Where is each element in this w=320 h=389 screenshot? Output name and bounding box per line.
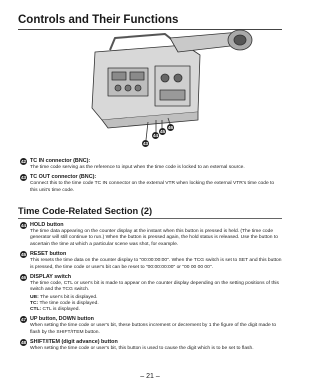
item-number: 42 bbox=[20, 159, 27, 164]
hold-button-entry bbox=[20, 222, 282, 248]
connector-entries bbox=[20, 158, 282, 197]
callout-46: 46 bbox=[167, 125, 174, 130]
display-mode-list bbox=[30, 295, 282, 314]
page-number: – 21 – bbox=[140, 373, 160, 380]
item-description: When setting the time code or user's bit, these buttons increment or decrement by 1 the figure of the digit made to flash by the SHIFT/ITEM button. bbox=[30, 323, 277, 335]
item-title: DISPLAY switch bbox=[30, 274, 72, 281]
callout-44: 44 bbox=[152, 133, 159, 138]
camera-illustration bbox=[0, 0, 300, 150]
item-number: 46 bbox=[20, 275, 27, 281]
item-number: 45 bbox=[20, 252, 27, 258]
shift-item-button-entry bbox=[20, 339, 282, 352]
item-number: 48 bbox=[20, 340, 27, 346]
control-entries bbox=[20, 222, 282, 356]
display-mode-tc: TC: The time code is displayed. bbox=[30, 301, 99, 307]
item-title: TC OUT connector (BNC): bbox=[30, 174, 97, 181]
item-title: UP button, DOWN button bbox=[30, 316, 94, 323]
item-description: The time data appearing on the counter display at the instant when this button is pressed is held. (The time code generator will still continue to run.) When the button is pressed again, the hold status is released. Use the button to ascertain the time at which a particular scene was shot, for example. bbox=[30, 229, 278, 247]
item-title: TC IN connector (BNC): bbox=[30, 158, 91, 164]
reset-button-entry bbox=[20, 251, 282, 271]
item-title: HOLD button bbox=[30, 222, 64, 228]
item-number: 43 bbox=[20, 175, 27, 181]
connector-tc-in bbox=[20, 158, 282, 171]
item-description: The time code, CTL or user's bit is made to appear on the counter display depending on the setting positions of this switch and the TCG switch. bbox=[30, 281, 279, 293]
section-title: Time Code-Related Section (2) bbox=[18, 206, 153, 216]
display-mode-ub: UB: The user's bit is displayed. bbox=[30, 294, 98, 300]
item-number: 47 bbox=[20, 317, 27, 323]
item-number: 44 bbox=[20, 223, 27, 228]
section-rule bbox=[18, 218, 282, 219]
callout-45: 45 bbox=[159, 129, 166, 134]
item-title: SHIFT/ITEM (digit advance) button bbox=[30, 339, 118, 346]
connector-tc-out bbox=[20, 174, 282, 194]
item-description: The time code serving as the reference to input when the time code is locked to an external source. bbox=[30, 165, 245, 170]
display-mode-ctl: CTL: CTL is displayed. bbox=[30, 307, 80, 313]
page-header: Controls and Their Functions bbox=[18, 14, 179, 26]
item-title: RESET button bbox=[30, 251, 67, 258]
item-description: This resets the time data on the counter display to "00:00:00:00". When the TCG switch is set to SET and this button is pressed, the time code or user's bit can be reset to "00:00:00:00" or "00 00 00 00". bbox=[30, 258, 282, 270]
item-description: Connect this to the time code TC IN connector on the external VTR when locking the external VTR's time code to this unit's time code. bbox=[30, 181, 275, 193]
up-down-button-entry bbox=[20, 316, 282, 336]
item-description: When setting the time code or user's bit, this button is used to cause the digit which is to be set to flash. bbox=[30, 346, 254, 352]
display-switch-entry bbox=[20, 274, 282, 313]
callout-43: 43 bbox=[142, 141, 149, 146]
